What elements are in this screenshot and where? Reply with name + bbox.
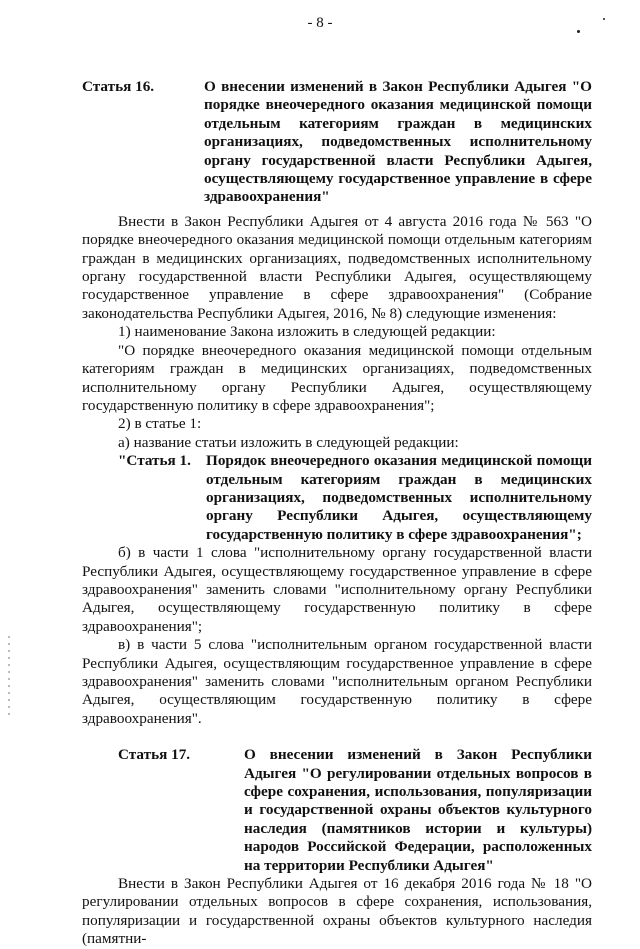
article-16-heading [82,78,592,207]
article-16-item-2b: б) в части 1 слова "исполнительному органу государственной власти Республики Адыгея, осуществляющему государственное управление в сфере здравоохранения" заменить словами "исполнительному органу Республики Адыгея, осуществляющему государственную политику в сфере здравоохранения"; [82,544,592,635]
scan-speck [577,30,580,33]
scan-speck [603,18,605,20]
quoted-article-1-title: Порядок внеочередного оказания медицинской помощи отдельным категориям граждан в медицинских организациях, подведомственных исполнительному органу Республики Адыгея, осуществляющему государственную политику в сфере здравоохранения"; [206,452,592,543]
article-17-heading [82,746,592,875]
article-16-title: О внесении изменений в Закон Республики Адыгея "О порядке внеочередного оказания медицинской помощи отдельным категориям граждан в медицинских организациях, подведомственных исполнительному органу государственной власти Республики Адыгея, осуществляющему государственное управление в сфере здравоохранения" [204,78,592,206]
article-17-label: Статья 17. [118,746,191,764]
article-spacer [82,728,592,746]
margin-marks [8,636,10,716]
article-16-intro: Внести в Закон Республики Адыгея от 4 августа 2016 года № 563 "О порядке внеочередного оказания медицинской помощи отдельным категориям граждан в медицинских организациях, подведомственных исполнительному органу государственной власти Республики Адыгея, осуществляющему государственное управление в сфере здравоохранения" (Собрание законодательства Республики Адыгея, 2016, № 8) следующие изменения: [82,212,592,322]
article-16-item-2: 2) в статье 1: [118,415,202,433]
article-16-item-1-quote: "О порядке внеочередного оказания медицинской помощи отдельным категориям граждан в медицинских организациях, подведомственных исполнительному органу Республики Адыгея, осуществляющему государственную политику в сфере здравоохранения"; [82,341,592,414]
article-16-item-2a: а) название статьи изложить в следующей редакции: [118,433,459,451]
document-body [82,78,592,949]
article-16-item-2v: в) в части 5 слова "исполнительным органом государственной власти Республики Адыгея, осуществляющим государственное управление в сфере здравоохранения" заменить словами "исполнительным органом Республики Адыгея, осуществляющим государственную политику в сфере здравоохранения". [82,636,592,727]
quoted-article-1 [118,452,592,544]
article-16-item-1: 1) наименование Закона изложить в следующей редакции: [118,323,496,341]
article-17-intro: Внести в Закон Республики Адыгея от 16 декабря 2016 года № 18 "О регулировании отдельных вопросов в сфере сохранения, использования, популяризации и государственной охраны объектов культурного наследия (памятни- [82,875,592,948]
article-16-label: Статья 16. [82,78,155,95]
page-number: - 8 - [307,15,333,31]
quoted-article-1-label: "Статья 1. [118,452,191,470]
article-17-title: О внесении изменений в Закон Республики Адыгея "О регулировании отдельных вопросов в сфере сохранения, использования, популяризации и государственной охраны объектов культурного наследия (памятников истории и культуры) народов Российской Федерации, расположенных на территории Республики Адыгея" [244,746,592,874]
